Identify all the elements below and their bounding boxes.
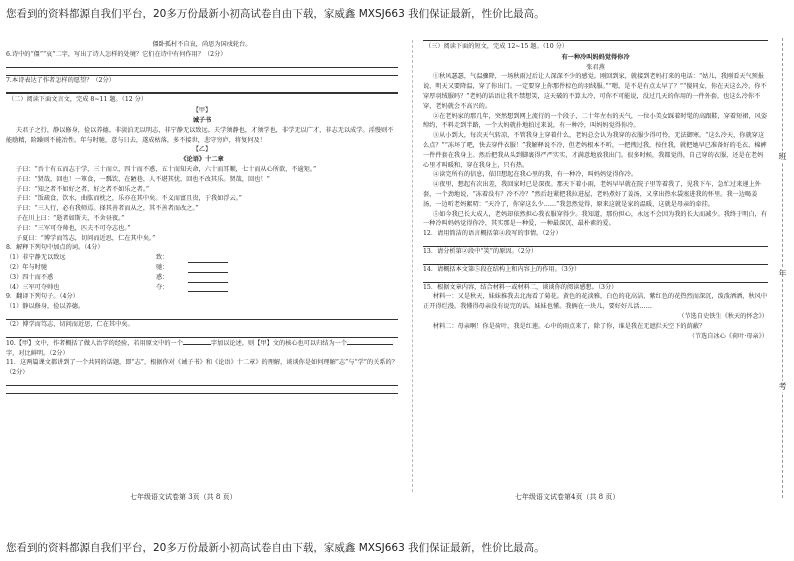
page-divider (412, 40, 413, 492)
answer-line (6, 312, 398, 320)
question-10-part: 字加以论述，则【甲】文的核心也可以归结为一个 (210, 339, 348, 347)
analects-line: 子曰：“三军可夺帅也，匹夫不可夺志也。” (15, 224, 131, 232)
article-title: 有一种冷叫妈妈觉得你冷 (561, 53, 630, 61)
answer-line (6, 60, 398, 68)
question-8: 8．解释下列句中加点的词。（4分） (6, 244, 104, 252)
right-page-footer: 七年级语文试卷第4页（共 8 页） (515, 493, 620, 501)
article-paragraph: ④夜里，想起有次出差，我回家时已是深夜。那天下着小雨，老妈早早就在院子里等着我了，见我下车，急忙过来递上外套，一个劲地说，“冻着没有？冷不冷？”然后赶紧把我拉进屋，老妈煮好了姜汤，又拿出热水袋塞进我的怀里。我一边喝姜汤，一边听老妈絮叨：“天冷了，你穿这么少……”我忽然觉得，原来这就是家的温暖，这就是母亲的牵挂。 (423, 181, 761, 208)
question-9-2: （2）博学而笃志，切问而近思，仁在其中矣。 (6, 320, 134, 328)
analects-line: 子曰：“饭疏食，饮水，曲肱而枕之，乐亦在其中矣。不义而富且贵，于我如浮云。” (15, 195, 242, 203)
answer-line (423, 275, 768, 283)
answer-line (6, 386, 398, 394)
material-1-source: （节选自史铁生《秋天的怀念》） (678, 312, 768, 320)
top-banner: 您看到的资料都源自我们平台，20多万份最新小初高试卷自由下载，家威鑫 MXSJ663 我们保证最新，性价比最高。 (6, 8, 545, 20)
question-12: 12．请用简洁的语言概括第④段写的事情。（2分） (423, 230, 562, 238)
analects-line: 子曰：“吾十有五而志于学，三十而立，四十而不惑，五十而知天命，六十而耳顺，七十而从心所欲，不逾矩。” (15, 165, 317, 173)
text-jia-paragraph: 夫君子之行，静以修身，俭以养德。非淡泊无以明志，非宁静无以致远。夫学须静也，才须学也，非学无以广才，非志无以成学。淫慢则不能励精，险躁则不能冶性。年与时驰，意与日去，遂成枯落，多不接世，悲守穷庐，将复何及！ (6, 126, 394, 144)
question-10-part: 10.【甲】文中，作者概括了做人治学的经验，若用原文中的一个 (6, 339, 183, 347)
right-page (423, 40, 768, 488)
question-9-1: （1）静以修身，俭以养德。 (6, 303, 85, 311)
binding-mark: 班 (778, 152, 787, 161)
answer-blank[interactable] (188, 275, 228, 283)
left-page (6, 40, 398, 488)
question-10-part: 字，对比鲜明。（2分） (6, 349, 69, 357)
analects-line: 子曰：“贤哉，回也！一箪食，一瓢饮，在陋巷，人不堪其忧，回也不改其乐。贤哉，回也！” (15, 175, 270, 183)
answer-blank[interactable] (188, 265, 228, 273)
q8-item (6, 263, 398, 273)
q8-item-text: （4）三军可夺帅也 (6, 283, 60, 291)
bottom-banner: 您看到的资料都源自我们平台，20多万份最新小初高试卷自由下载，家威鑫 MXSJ663 我们保证最新，性价比最高。 (6, 542, 545, 554)
article-paragraph: ⑤如今我已长大成人，老妈却依然担心我衣服穿得少。我知道，那份担心，永远不会因为我的长大而减少。我终于明白，有一种冷叫妈妈觉得你冷，其实那是一种爱，一种最深沉、最朴素的爱。 (423, 210, 768, 228)
section-3-header: （三）阅读下面的短文，完成 12~15 题。（10 分） (423, 40, 768, 53)
binding-margin (774, 38, 790, 498)
q8-item-word: 驰： (156, 263, 169, 271)
material-1: 材料一：又是秋天，妹妹推我去北海看了菊花。黄色的花淡雅，白色的花高洁，紫红色的花热烈而深沉，泼泼洒洒，秋风中正开得烂漫。我懂得母亲没有说完的话。妹妹也懂。我俩在一块儿，要好好儿活…… (423, 293, 768, 311)
analects-line: 子曰：“知之者不如好之者，好之者不如乐之者。” (15, 185, 150, 193)
question-13: 13．请分析第②段中“笑”的原因。（2分） (423, 247, 538, 255)
question-11: 11．这两篇课文都讲到了一个共同的话题，即“志”，根据你对《诫子书》和《论语》十二章》的理解，谈谈你是如何理解“志”与“学”的关系的？（2分） (6, 359, 398, 377)
article-paragraph: ①秋风瑟瑟，气温骤降，一场秋雨过后让人深深不少的感觉。刚回到家，就接到老妈打来的电话：“姑儿，我刚看天气预报说，明天又要降温，穿了你出门。一定要穿上你那件棕色的羽绒服。”“嗯，是不是有点太早了？”“傻同女，你在天这么冷，你不穿厚羽绒服吗？”老妈的话语让我不禁想笑，这天破的不算太冷，可你不可能说，没过几天的你用的一件外套，也这么冷你不穿，老妈就会不高兴的。 (423, 73, 767, 110)
left-page-footer: 七年级语文试卷第 3页（共 8 页） (130, 493, 237, 501)
q8-item-text: （1）非宁静无以致远 (6, 254, 66, 262)
question-10 (6, 338, 398, 359)
poem-line: 僵卧孤村不自哀，尚思为国戍轮台。 (152, 41, 252, 48)
article-paragraph: ②在老妈家的那几年，突然想到网上流行的一个段子，二十年左右的天气，一位小美女踩着时髦的高跟鞋，穿着短裙，风姿绰约，不料走到半路，一个大妈就扑地拍过来说，有一种冷，叫妈妈觉得你冷。 (423, 112, 768, 130)
q8-item-word: 夺： (156, 283, 169, 291)
answer-line (6, 85, 398, 93)
q8-item (6, 273, 398, 283)
answer-line (6, 378, 398, 386)
question-15: 15．根据文章内容，结合材料一或材料二，谈谈你的阅读感想。（3分） (423, 283, 618, 291)
analects-line: 子夏曰：“博学而笃志，切问而近思，仁在其中矣。” (15, 234, 156, 242)
binding-mark: 考 (778, 382, 787, 391)
answer-line (6, 330, 398, 338)
question-6: 6.诗中的“僵”“哀”二字，写出了诗人怎样的处境？它们在诗中有何作用？（2分） (6, 50, 227, 58)
answer-line (6, 68, 398, 76)
answer-line (423, 239, 768, 247)
q8-item-word: 惑： (156, 273, 169, 281)
answer-line (423, 257, 768, 265)
text-yi-title: 《论语》十二章 (180, 156, 224, 164)
q8-item (6, 283, 398, 293)
q8-item-word: 致： (156, 254, 169, 262)
binding-mark: 年 (778, 269, 787, 278)
analects-line: 子曰：“三人行，必有我师焉。择其善者而从之，其不善者而改之。” (15, 205, 199, 213)
section-2-header: （二）阅读下面文言文，完成 8~11 题。（12 分） (6, 93, 398, 106)
q8-item-text: （3）四十而不惑 (6, 273, 54, 281)
analects-line: 子在川上曰：“逝者如斯夫，不舍昼夜。” (15, 214, 125, 222)
answer-blank[interactable] (188, 284, 228, 292)
question-14: 14．请概括本文第⑤段在结构上和内容上的作用。（3分） (423, 265, 581, 273)
answer-blank[interactable] (183, 338, 211, 345)
article-paragraph: ④读完所有的信息，依旧想起在我心里的我，有一种冷，叫妈妈觉得你冷。 (432, 171, 638, 179)
text-jia-title: 诫子书 (192, 116, 212, 124)
material-2: 材料二：母亲啊！你是荷叶，我是红莲。心中的雨点来了，除了你，谁是我在无遮拦天空下的荫蔽？ (432, 322, 706, 330)
text-yi-mark: 【乙】 (192, 146, 212, 154)
question-9: 9．翻译下列句子。（4分） (6, 293, 79, 301)
answer-blank[interactable] (347, 338, 393, 345)
answer-blank[interactable] (188, 255, 228, 263)
q8-item-text: （2）年与时驰 (6, 263, 48, 271)
q8-item (6, 253, 398, 263)
material-2-source: （节选自冰心《荷叶·母亲》） (688, 332, 768, 340)
text-jia-mark: 【甲】 (192, 107, 212, 115)
question-7: 7.本诗表达了作者怎样的愿望？（2分） (6, 76, 115, 84)
article-author: 张君燕 (586, 63, 605, 71)
article-paragraph: ③从小到大，每次天气转凉，不管我身上穿着什么，老妈总会认为我穿的衣服少得可怜，无法御寒。“这么冷天，你就穿这么点？”“冻坏了吧，快去穿件衣服！”我解释说不冷，但老妈根本不听，一把拽过我，按住我，就把她早已准备好的毛衣、棉裤一件件套在我身上。然后把我从头到脚裹得严严实实，才满意地放我出门。很多时候，我都觉得，自己穿的衣服，还是在老妈心里才叫暖和，穿在我身上，只有热。 (423, 132, 767, 169)
